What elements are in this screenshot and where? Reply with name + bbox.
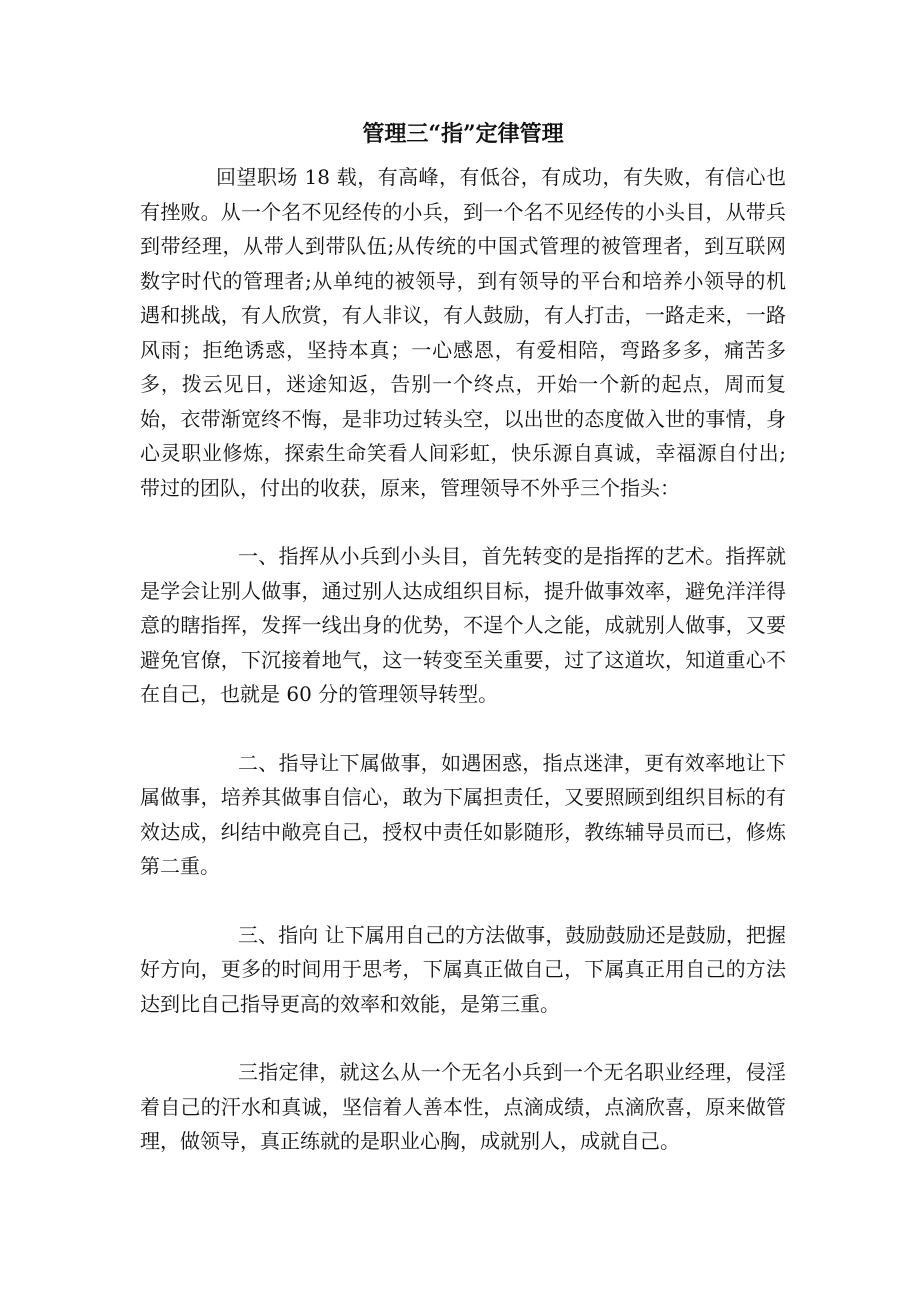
document-title: 管理三“指”定律管理 [362, 121, 564, 147]
document-page [140, 112, 786, 1159]
paragraph-guide: 二、指导让下属做事，如遇困惑，指点迷津，更有效率地让下属做事，培养其做事自信心，敢为下属担责任，又要照顾到组织目标的有效达成，纠结中敞亮自己，授权中责任如影随形，教练辅导员而已，修炼第二重。 [140, 750, 786, 878]
paragraph-spacer [140, 712, 786, 746]
paragraph-conclusion: 三指定律，就这么从一个无名小兵到一个无名职业经理，侵淫着自己的汗水和真诚，坚信着人善本性，点滴成绩，点滴欣喜，原来做管理，做领导，真正练就的是职业心胸，成就别人，成就自己。 [140, 1060, 786, 1153]
paragraph-spacer [140, 1021, 786, 1055]
paragraph-intro: 回望职场 18 载，有高峰，有低谷，有成功，有失败，有信心也有挫败。从一个名不见经传的小兵，到一个名不见经传的小头目，从带兵到带经理，从带人到带队伍;从传统的中国式管理的被管理者，到互联网数字时代的管理者;从单纯的被领导，到有领导的平台和培养小领导的机遇和挑战，有人欣赏，有人非议，有人鼓励，有人打击，一路走来，一路风雨；拒绝诱惑，坚持本真；一心感恩，有爱相陪，弯路多多，痛苦多多，拨云见日，迷途知返，告别一个终点，开始一个新的起点，周而复始，衣带渐宽终不悔，是非功过转头空，以出世的态度做入世的事情，身心灵职业修炼，探索生命笑看人间彩虹，快乐源自真诚，幸福源自付出;带过的团队，付出的收获，原来，管理领导不外乎三个指头： [140, 165, 786, 500]
paragraph-direction: 三、指向 让下属用自己的方法做事，鼓励鼓励还是鼓励，把握好方向，更多的时间用于思考，下属真正做自己，下属真正用自己的方法达到比自己指导更高的效率和效能，是第三重。 [140, 922, 786, 1016]
paragraph-spacer [140, 505, 786, 539]
paragraph-spacer [140, 884, 786, 918]
paragraph-command: 一、指挥从小兵到小头目，首先转变的是指挥的艺术。指挥就是学会让别人做事，通过别人达成组织目标，提升做事效率，避免洋洋得意的瞎指挥，发挥一线出身的优势，不逞个人之能，成就别人做事，又要避免官僚，下沉接着地气，这一转变至关重要，过了这道坎，知道重心不在自己，也就是 60 分的管理领导转型。 [140, 544, 786, 706]
